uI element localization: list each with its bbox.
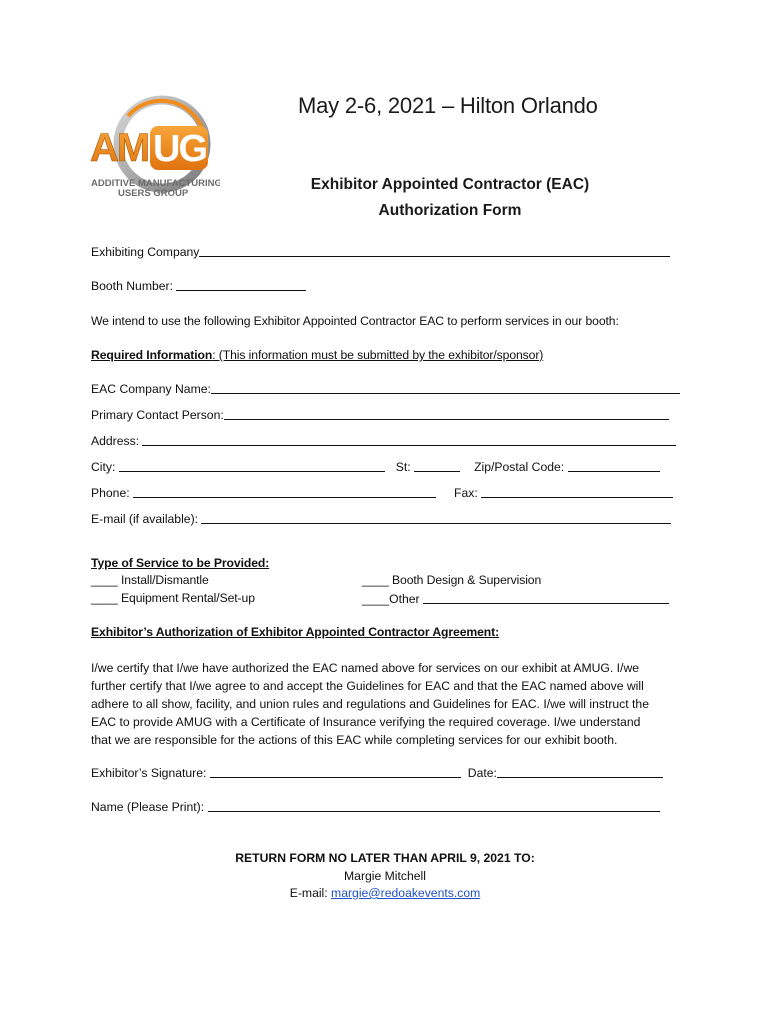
eac-company-input[interactable]: [211, 381, 680, 394]
address-input[interactable]: [142, 433, 676, 446]
other-input[interactable]: [423, 591, 669, 604]
booth-number-input[interactable]: [176, 278, 306, 291]
zip-label: Zip/Postal Code:: [474, 460, 568, 474]
required-info: [91, 348, 543, 362]
required-label: Required Information: [91, 348, 213, 362]
city-state-zip-field: [91, 459, 660, 474]
exhibiting-company-field: [91, 244, 670, 259]
service-option-install[interactable]: ____ Install/Dismantle: [91, 573, 209, 587]
signature-date-field: [91, 765, 663, 780]
email-prefix: E-mail:: [289, 886, 332, 900]
name-print-field: [91, 799, 660, 814]
amug-logo: [80, 88, 220, 210]
eac-company-field: [91, 381, 680, 396]
contact-email-link[interactable]: margie@redoakevents.com: [331, 886, 481, 900]
date-label: Date:: [467, 766, 497, 780]
svg-text:AM: AM: [90, 126, 149, 170]
phone-label: Phone:: [91, 486, 134, 500]
fax-input[interactable]: [481, 485, 673, 498]
svg-text:USERS GROUP: USERS GROUP: [118, 188, 189, 199]
signature-input[interactable]: [210, 765, 461, 778]
form-title-line2: Authorization Form: [378, 202, 522, 219]
return-deadline: RETURN FORM NO LATER THAN APRIL 9, 2021 TO:: [235, 851, 535, 865]
primary-contact-input[interactable]: [224, 407, 669, 420]
zip-input[interactable]: [568, 459, 660, 472]
email-label: E-mail (if available):: [91, 512, 202, 526]
address-field: [91, 433, 676, 448]
fax-label: Fax:: [454, 486, 482, 500]
state-label: St:: [395, 460, 415, 474]
date-input[interactable]: [497, 765, 663, 778]
booth-number-label: Booth Number:: [91, 279, 177, 293]
agreement-line: adhere to all show, facility, and union rules and regulations and Guidelines for EAC. I/we will instruct the: [91, 697, 649, 711]
signature-label: Exhibitor’s Signature:: [91, 766, 210, 780]
agreement-line: further certify that I/we agree to and accept the Guidelines for EAC and that the EAC named above will: [91, 679, 644, 693]
service-option-other-label: ____Other: [362, 592, 423, 606]
agreement-line: that we are responsible for the actions of this EAC while completing services for our exhibit booth.: [91, 733, 618, 747]
address-label: Address:: [91, 434, 143, 448]
event-title: May 2-6, 2021 – Hilton Orlando: [298, 93, 598, 118]
email-field: [91, 511, 671, 526]
phone-fax-field: [91, 485, 673, 500]
svg-text:UG: UG: [153, 128, 206, 170]
agreement-line: EAC to provide AMUG with a Certificate of Insurance verifying the required coverage. I/we understand: [91, 715, 641, 729]
contact-name: Margie Mitchell: [344, 869, 426, 883]
agreement-text: [91, 659, 681, 749]
name-print-label: Name (Please Print):: [91, 800, 208, 814]
city-label: City:: [91, 460, 119, 474]
phone-input[interactable]: [133, 485, 436, 498]
agreement-heading: Exhibitor’s Authorization of Exhibitor Appointed Contractor Agreement:: [91, 625, 500, 639]
service-option-booth-design[interactable]: ____ Booth Design & Supervision: [362, 573, 542, 587]
service-option-equipment[interactable]: ____ Equipment Rental/Set-up: [91, 591, 255, 605]
svg-text:ADDITIVE MANUFACTURING: ADDITIVE MANUFACTURING: [91, 178, 220, 189]
primary-contact-label: Primary Contact Person:: [91, 408, 224, 422]
booth-number-field: [91, 278, 306, 293]
name-print-input[interactable]: [208, 799, 660, 812]
contact-email-line: [150, 886, 620, 900]
service-option-other[interactable]: [362, 591, 669, 606]
city-input[interactable]: [119, 459, 385, 472]
exhibiting-company-label: Exhibiting Company: [91, 245, 200, 259]
email-input[interactable]: [201, 511, 671, 524]
form-title-line1: Exhibitor Appointed Contractor (EAC): [310, 176, 590, 193]
state-input[interactable]: [414, 459, 460, 472]
exhibiting-company-input[interactable]: [199, 244, 670, 257]
service-heading: Type of Service to be Provided:: [91, 556, 270, 570]
intro-text: We intend to use the following Exhibitor Appointed Contractor EAC to perform services in our booth:: [91, 314, 619, 328]
primary-contact-field: [91, 407, 669, 422]
required-note: : (This information must be submitted by the exhibitor/sponsor): [212, 348, 544, 362]
eac-company-label: EAC Company Name:: [91, 382, 211, 396]
agreement-line: I/we certify that I/we have authorized the EAC named above for services on our exhibit at AMUG. I/we: [91, 661, 640, 675]
